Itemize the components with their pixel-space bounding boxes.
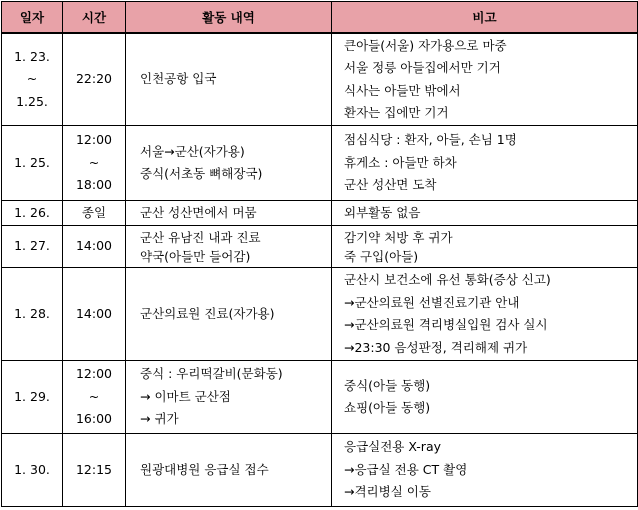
time-line: 12:00: [75, 132, 113, 148]
activity-line: → 귀가: [140, 411, 179, 427]
time-line: ~: [88, 154, 100, 170]
time-cell: [63, 268, 126, 361]
activity-line: 군산 성산면에서 머뭄: [140, 204, 257, 220]
activity-line: 원광대병원 응급실 접수: [140, 461, 269, 477]
time-cell: [63, 126, 126, 201]
time-line: 종일: [81, 204, 107, 220]
activity-line: 인천공항 입국: [140, 71, 217, 87]
date-cell: [2, 201, 63, 226]
notes-cell: [332, 268, 638, 361]
activity-line: 서울→군산(자가용): [140, 143, 245, 159]
activity-cell: [126, 434, 332, 507]
time-line: 14:00: [75, 238, 113, 254]
note-line: 쇼핑(아들 동행): [344, 400, 431, 415]
time-line: ~: [88, 388, 100, 404]
activity-cell: [126, 268, 332, 361]
activity-cell: [126, 226, 332, 268]
note-line: →응급실 전용 CT 촬영: [344, 461, 468, 477]
activity-cell: [126, 33, 332, 126]
note-line: 점심식당 : 환자, 아들, 손님 1명: [344, 132, 517, 148]
date-cell: [2, 434, 63, 507]
note-line: 휴게소 : 아들만 하차: [344, 154, 457, 170]
date-line: 1. 23.: [14, 48, 50, 64]
time-cell: [63, 226, 126, 268]
travel-history-table: [1, 1, 638, 507]
table-row: [2, 226, 638, 268]
header-row: [2, 2, 638, 34]
date-line: 1. 26.: [14, 204, 50, 220]
activity-line: → 이마트 군산점: [140, 388, 231, 404]
note-line: →군산의료원 선별진료기관 안내: [344, 294, 520, 310]
activity-cell: [126, 361, 332, 434]
header-notes: 비고: [332, 2, 638, 34]
date-line: 1. 27.: [14, 238, 50, 254]
header-activity: 활동 내역: [126, 2, 332, 34]
date-cell: [2, 268, 63, 361]
note-line: 중식(아들 동행): [344, 377, 431, 393]
notes-cell: [332, 226, 638, 268]
time-line: 16:00: [75, 411, 113, 427]
notes-cell: [332, 361, 638, 434]
note-line: 죽 구입(아들): [344, 248, 419, 264]
date-line: ~: [26, 71, 38, 87]
date-cell: [2, 361, 63, 434]
note-line: →23:30 음성판정, 격리해제 귀가: [344, 339, 528, 355]
date-line: 1.25.: [16, 93, 48, 109]
activity-cell: [126, 126, 332, 201]
notes-cell: [332, 33, 638, 126]
time-line: 22:20: [75, 71, 113, 87]
activity-cell: [126, 201, 332, 226]
time-line: 14:00: [75, 305, 113, 321]
time-cell: [63, 33, 126, 126]
date-line: 1. 30.: [14, 461, 50, 477]
notes-cell: [332, 434, 638, 507]
date-line: 1. 28.: [14, 305, 50, 321]
date-line: 1. 25.: [14, 154, 50, 170]
header-date: 일자: [2, 2, 63, 34]
note-line: 서울 정릉 아들집에서만 기거: [344, 60, 501, 75]
date-cell: [2, 226, 63, 268]
time-line: 12:15: [75, 461, 113, 477]
note-line: 군산시 보건소에 유선 통화(증상 신고): [344, 272, 551, 287]
table-row: [2, 201, 638, 226]
table-row: [2, 33, 638, 126]
note-line: →격리병실 이동: [344, 484, 431, 500]
date-cell: [2, 126, 63, 201]
activity-line: 중식(서초동 뼈해장국): [140, 166, 263, 181]
table-row: [2, 361, 638, 434]
note-line: 식사는 아들만 밖에서: [344, 82, 461, 98]
note-line: →군산의료원 격리병실입원 검사 실시: [344, 317, 548, 332]
note-line: 군산 성산면 도착: [344, 177, 437, 193]
time-cell: [63, 434, 126, 507]
time-cell: [63, 361, 126, 434]
activity-line: 군산 유남진 내과 진료: [140, 229, 261, 245]
activity-line: 중식 : 우리떡갈비(문화동): [140, 366, 283, 382]
date-line: 1. 29.: [14, 388, 50, 404]
notes-cell: [332, 201, 638, 226]
note-line: 감기약 처방 후 귀가: [344, 229, 453, 245]
note-line: 큰아들(서울) 자가용으로 마중: [344, 37, 507, 53]
table-row: [2, 434, 638, 507]
time-line: 18:00: [75, 177, 113, 193]
header-time: 시간: [63, 2, 126, 34]
note-line: 외부활동 없음: [344, 204, 421, 220]
activity-line: 약국(아들만 들어감): [140, 248, 251, 264]
date-cell: [2, 33, 63, 126]
notes-cell: [332, 126, 638, 201]
time-cell: [63, 201, 126, 226]
activity-line: 군산의료원 진료(자가용): [140, 305, 275, 321]
note-line: 환자는 집에만 기거: [344, 105, 449, 120]
note-line: 응급실전용 X-ray: [344, 439, 441, 455]
table-row: [2, 126, 638, 201]
table-row: [2, 268, 638, 361]
time-line: 12:00: [75, 366, 113, 382]
